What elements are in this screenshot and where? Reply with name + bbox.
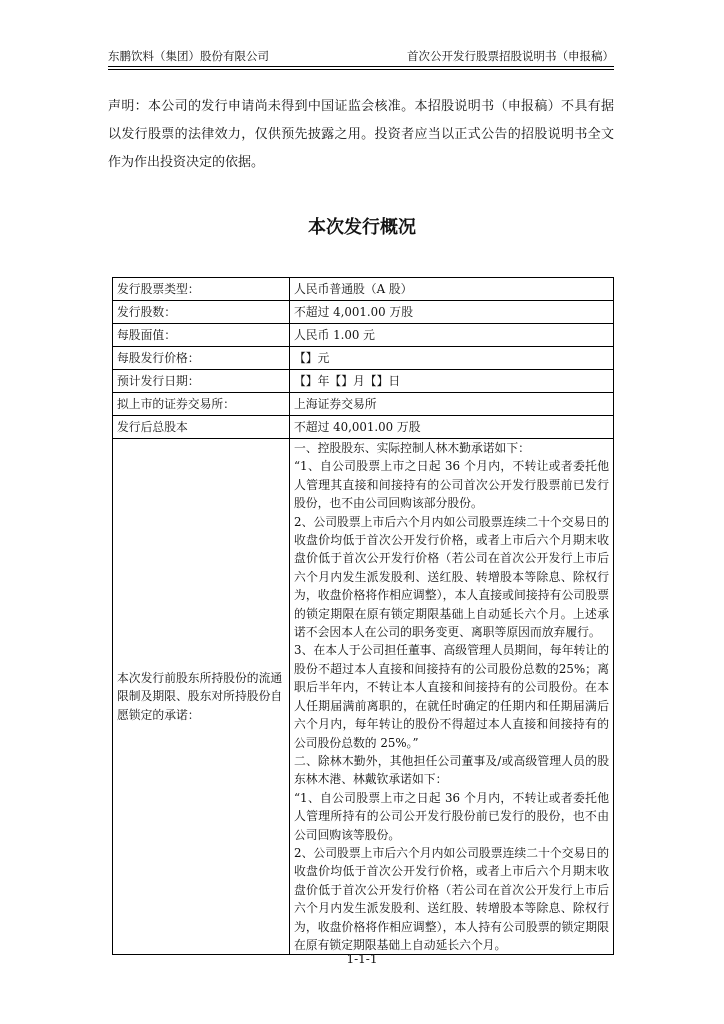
row-value: 人民币 1.00 元	[290, 324, 614, 347]
header-company: 东鹏饮料（集团）股份有限公司	[108, 49, 269, 63]
row-value: 【】元	[290, 347, 614, 370]
table-row	[113, 416, 614, 439]
row-value: 【】年【】月【】日	[290, 370, 614, 393]
header-doc-title: 首次公开发行股票招股说明书（申报稿）	[407, 49, 614, 63]
row-label: 每股发行价格：	[113, 347, 290, 370]
section-title: 本次发行概况	[308, 217, 416, 238]
row-label: 预计发行日期：	[113, 370, 290, 393]
offering-summary-table	[112, 277, 614, 955]
table-row	[113, 347, 614, 370]
commitment-paragraph: “1、自公司股票上市之日起 36 个月内，不转让或者委托他人管理所持有的公司公开发行股份前已发行的股份，也不由公司回购该等股份。	[294, 790, 609, 842]
commitment-text	[290, 439, 614, 955]
commitment-paragraph: 二、除林木勤外，其他担任公司董事及/或高级管理人员的股东林木港、林戴钦承诺如下：	[294, 753, 609, 787]
header-rule	[108, 66, 614, 67]
commitment-paragraph: 3、在本人于公司担任董事、高级管理人员期间，每年转让的股份不超过本人直接和间接持有的公司股份总数的25%；离职后半年内，不转让本人直接和间接持有的公司股份。在本人任期届满前离职的，在就任时确定的任期内和任期届满后六个月内，每年转让的股份不得超过本人直接和间接持有的公司股份总数的 25%。”	[294, 643, 609, 750]
commitment-paragraph: 2、公司股票上市后六个月内如公司股票连续二十个交易日的收盘价均低于首次公开发行价格，或者上市后六个月期末收盘价低于首次公开发行价格（若公司在首次公开发行上市后六个月内发生派发股利、送红股、转增股本等除息、除权行为，收盘价格将作相应调整），本人直接或间接持有公司股票的锁定期限在原有锁定期限基础上自动延长六个月。上述承诺不会因本人在公司的职务变更、离职等原因而放弃履行。	[294, 514, 609, 640]
row-label: 发行股数：	[113, 301, 290, 324]
row-value: 不超过 4,001.00 万股	[290, 301, 614, 324]
row-label: 拟上市的证券交易所：	[113, 393, 290, 416]
table-row	[113, 301, 614, 324]
commitment-label: 本次发行前股东所持股份的流通限制及期限、股东对所持股份自愿锁定的承诺：	[113, 439, 290, 955]
lockup-commitment-row	[113, 439, 614, 955]
table-row	[113, 278, 614, 301]
table-row	[113, 393, 614, 416]
row-value: 人民币普通股（A 股）	[290, 278, 614, 301]
page-header	[108, 48, 614, 64]
commitment-paragraph: 一、控股股东、实际控制人林木勤承诺如下：	[294, 441, 530, 455]
row-label: 发行股票类型：	[113, 278, 290, 301]
table-row	[113, 370, 614, 393]
table-row	[113, 324, 614, 347]
commitment-paragraph: 2、公司股票上市后六个月内如公司股票连续二十个交易日的收盘价均低于首次公开发行价格，或者上市后六个月期末收盘价低于首次公开发行价格（若公司在首次公开发行上市后六个月内发生派发股利、送红股、转增股本等除息、除权行为，收盘价格将作相应调整），本人持有公司股票的锁定期限在原有锁定期限基础上自动延长六个月。	[294, 845, 609, 952]
header-rule-secondary	[108, 69, 614, 70]
row-value: 不超过 40,001.00 万股	[290, 416, 614, 439]
commitment-paragraph: “1、自公司股票上市之日起 36 个月内，不转让或者委托他人管理其直接和间接持有的公司首次公开发行股票前已发行股份，也不由公司回购该部分股份。	[294, 459, 609, 511]
row-label: 发行后总股本	[113, 416, 290, 439]
row-label: 每股面值：	[113, 324, 290, 347]
page-number: 1-1-1	[346, 952, 378, 966]
row-value: 上海证券交易所	[290, 393, 614, 416]
disclaimer-notice: 声明：本公司的发行申请尚未得到中国证监会核准。本招股说明书（申报稿）不具有据以发行股票的法律效力，仅供预先披露之用。投资者应当以正式公告的招股说明书全文作为作出投资决定的依据。	[108, 99, 614, 170]
